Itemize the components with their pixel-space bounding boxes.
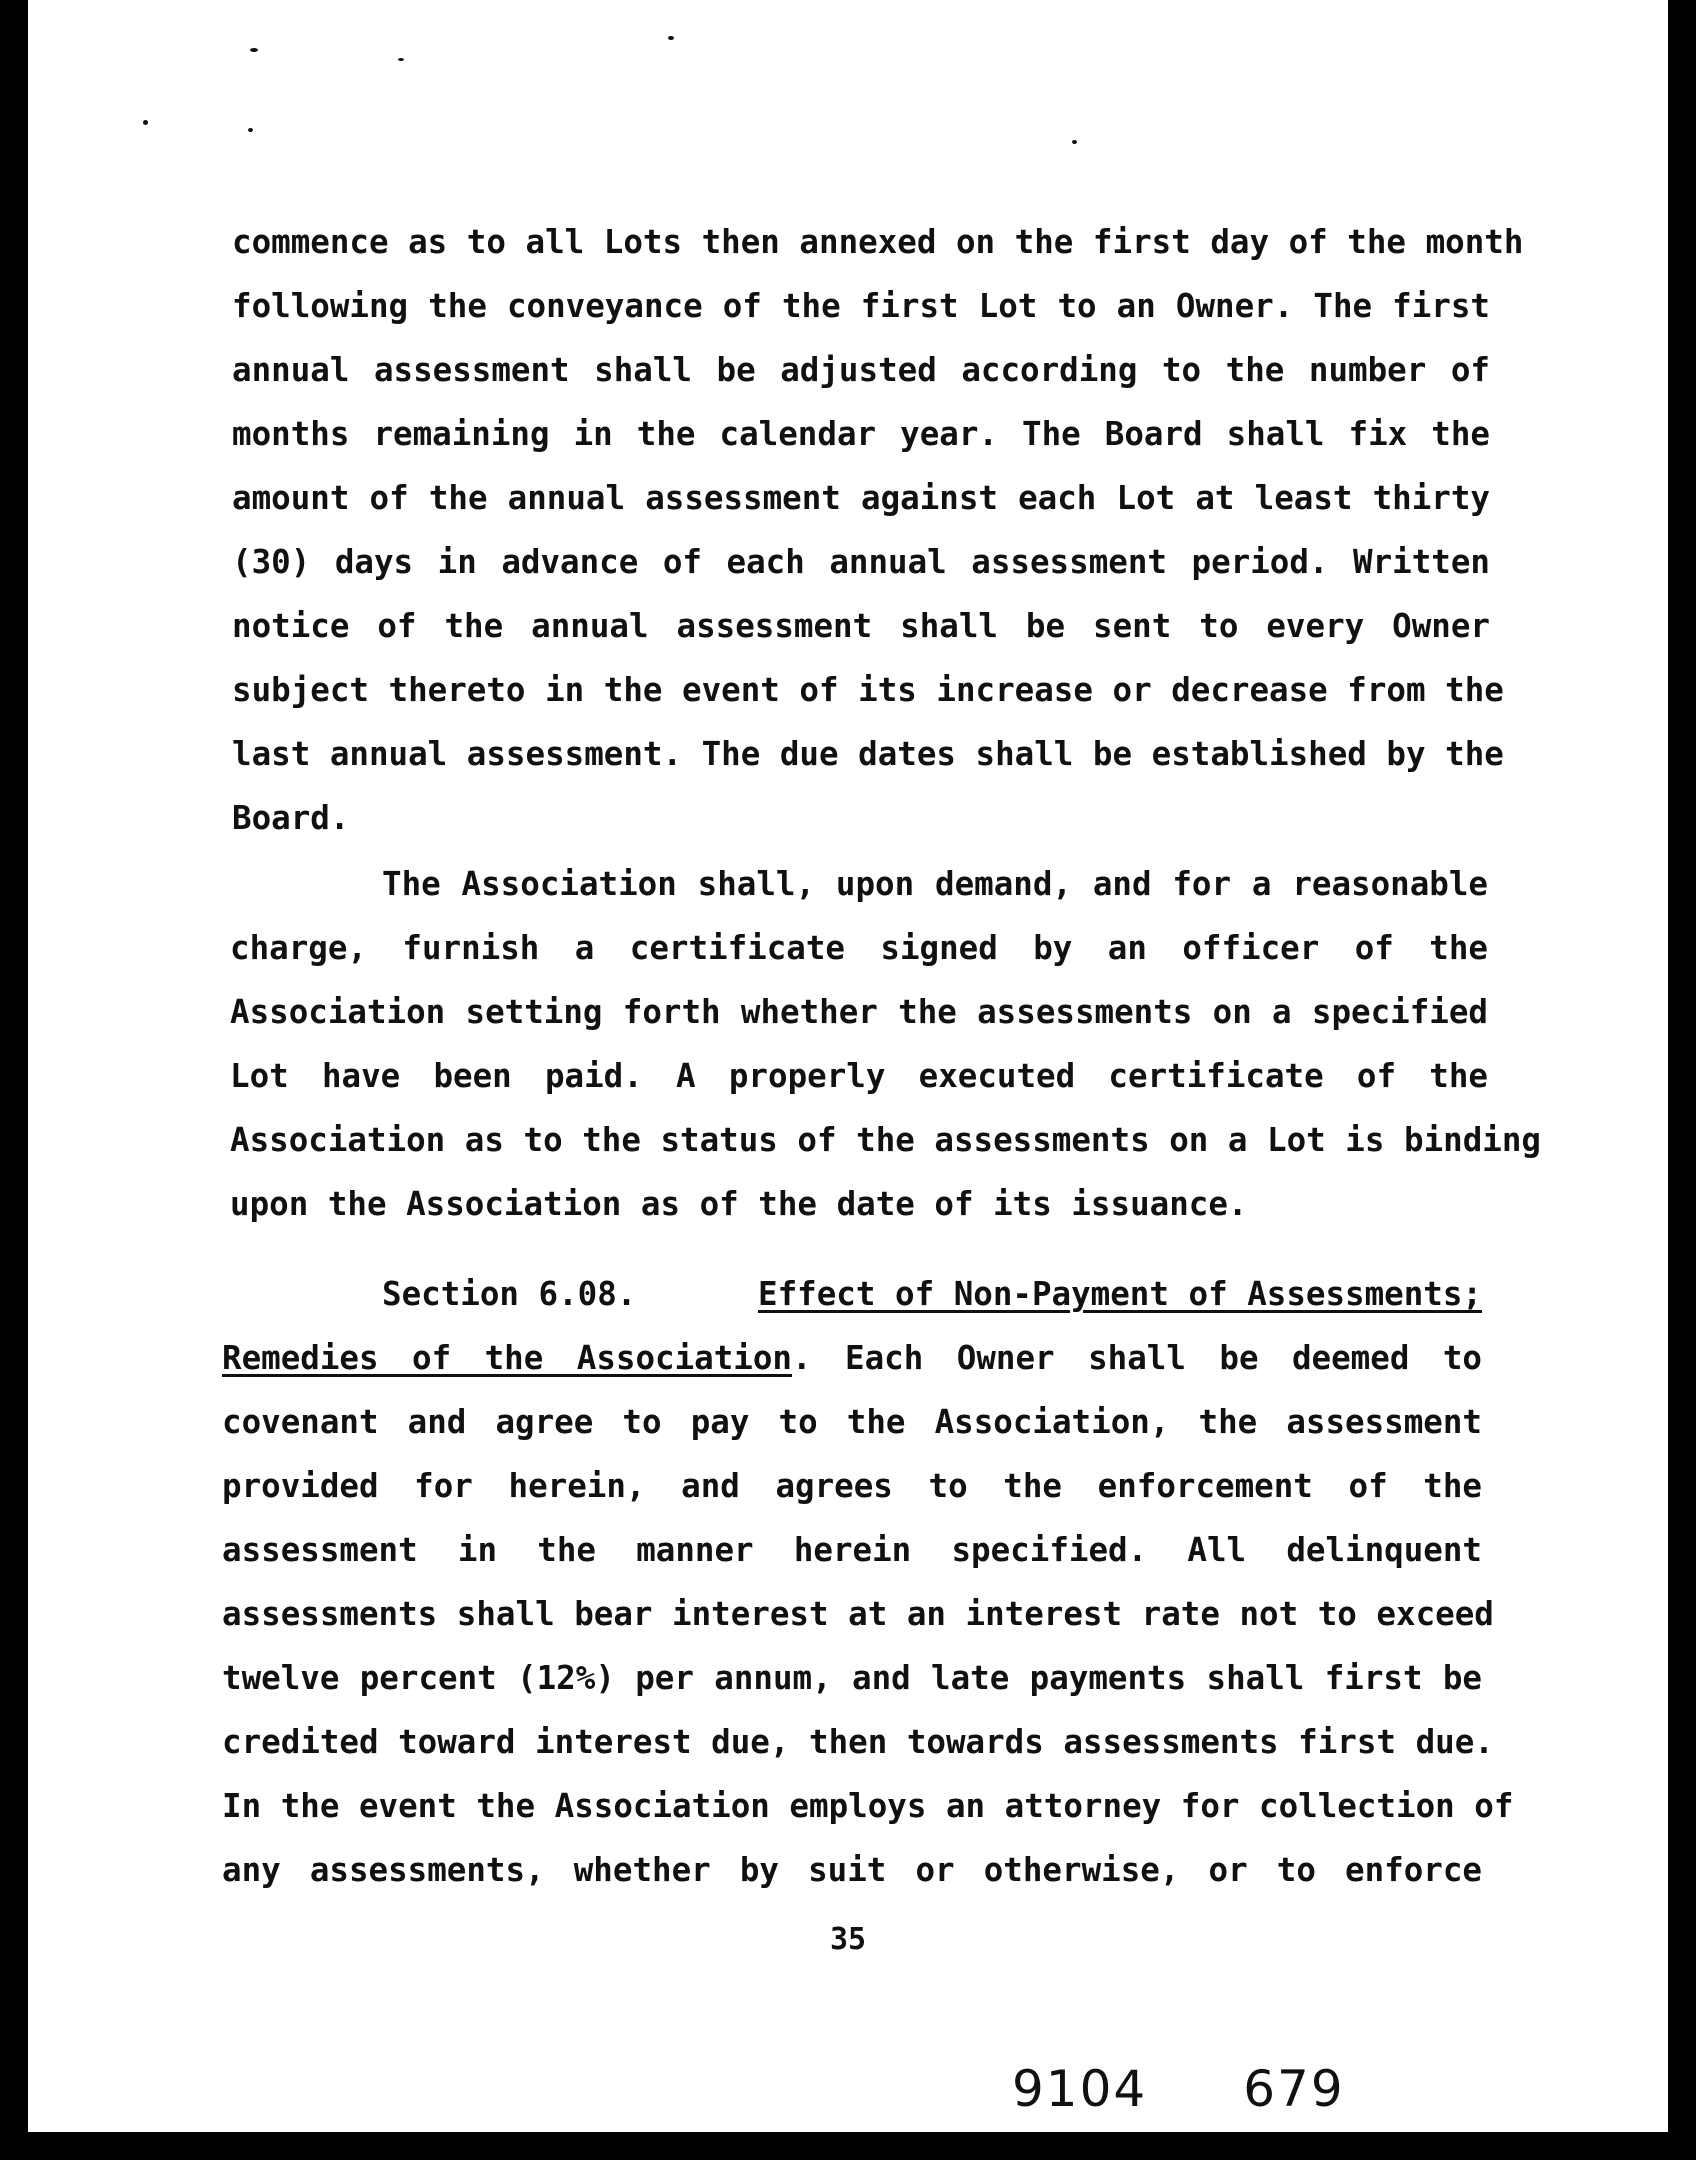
section-heading-line — [222, 1262, 1482, 1326]
scan-speck — [250, 48, 258, 52]
text-line: credited toward interest due, then towards assessments first due. — [222, 1723, 1494, 1761]
text-line: assessments shall bear interest at an interest rate not to exceed — [222, 1595, 1494, 1633]
stamp-left: 9104 — [1012, 2060, 1148, 2118]
section-first-line-rest: . Each Owner shall be deemed to — [792, 1339, 1482, 1377]
section-heading: Effect of Non-Payment of Assessments; — [758, 1275, 1482, 1313]
text-line: covenant and agree to pay to the Association, the assessment — [222, 1403, 1482, 1441]
scan-speck — [398, 58, 404, 61]
scan-speck — [1072, 140, 1077, 144]
document-stamp — [1012, 2060, 1345, 2118]
text-line: Association as to the status of the assessments on a Lot is binding — [230, 1121, 1541, 1159]
text-line: annual assessment shall be adjusted according to the number of — [232, 351, 1490, 389]
text-line: commence as to all Lots then annexed on the first day of the month — [232, 223, 1524, 261]
section-6-08 — [222, 1262, 1514, 1902]
section-label: Section 6.08. — [382, 1275, 637, 1313]
text-line: last annual assessment. The due dates shall be established by the — [232, 735, 1504, 773]
text-line: In the event the Association employs an attorney for collection of — [222, 1787, 1514, 1825]
text-line: The Association shall, upon demand, and for a reasonable — [382, 865, 1488, 903]
text-line: subject thereto in the event of its increase or decrease from the — [232, 671, 1504, 709]
text-line: charge, furnish a certificate signed by an officer of the — [230, 929, 1488, 967]
section-heading-tail: Remedies of the Association — [222, 1339, 793, 1377]
text-line: amount of the annual assessment against each Lot at least thirty — [232, 479, 1490, 517]
paragraph-1 — [232, 210, 1524, 850]
text-line: following the conveyance of the first Lot to an Owner. The first — [232, 287, 1490, 325]
page-number: 35 — [829, 1922, 867, 1957]
scan-speck — [248, 128, 253, 132]
paragraph-2 — [230, 852, 1541, 1236]
text-line: upon the Association as of the date of its issuance. — [230, 1185, 1248, 1223]
scan-speck — [143, 120, 148, 125]
text-line: any assessments, whether by suit or otherwise, or to enforce — [222, 1851, 1482, 1889]
stamp-right: 679 — [1243, 2060, 1345, 2118]
section-heading-line-2 — [222, 1326, 1482, 1390]
text-line: notice of the annual assessment shall be sent to every Owner — [232, 607, 1490, 645]
scan-speck — [668, 36, 674, 40]
text-line: Board. — [232, 799, 350, 837]
text-line: Lot have been paid. A properly executed certificate of the — [230, 1057, 1488, 1095]
section-heading-continued — [222, 1326, 1482, 1390]
text-line: months remaining in the calendar year. The Board shall fix the — [232, 415, 1490, 453]
text-line: (30) days in advance of each annual assessment period. Written — [232, 543, 1490, 581]
text-line: Association setting forth whether the assessments on a specified — [230, 993, 1488, 1031]
text-line: assessment in the manner herein specified. All delinquent — [222, 1531, 1482, 1569]
text-line: provided for herein, and agrees to the enforcement of the — [222, 1467, 1482, 1505]
text-line: twelve percent (12%) per annum, and late payments shall first be — [222, 1659, 1482, 1697]
